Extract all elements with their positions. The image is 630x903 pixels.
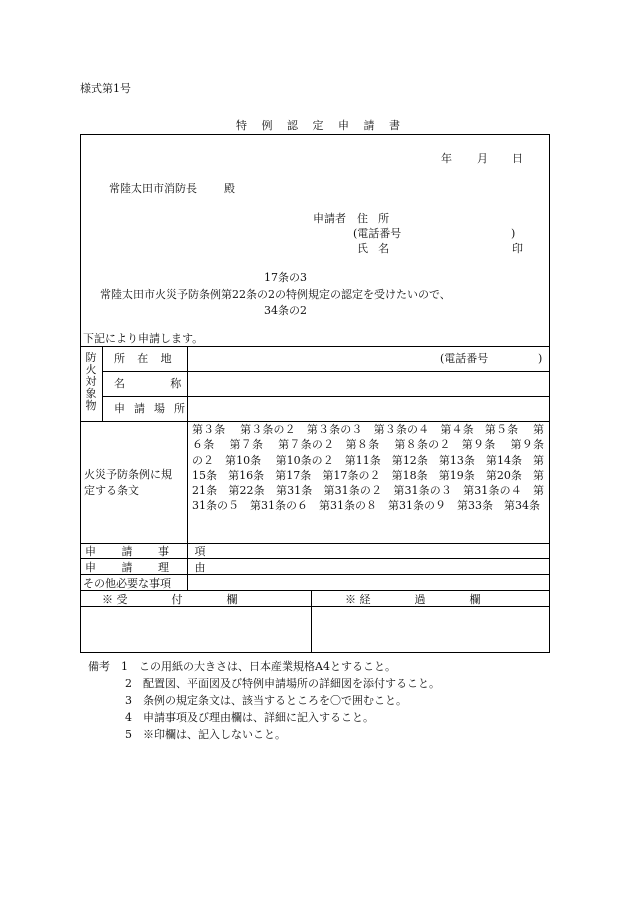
note-text: 条例の規定条文は、該当するところを〇で囲むこと。 (143, 694, 407, 707)
note-number: 2 (125, 677, 132, 690)
ordinance-articles-list: 第３条 第３条の２ 第３条の３ 第３条の４ 第４条 第５条 第６条 第７条 第７条の２ 第８条 第８条の２ 第９条 第９条の２ 第10条 第10条の２ 第11条 第12条 第13条 第14条 第15条 第16条 第17条 第17条の２ 第18条 第19条 第20条 第21条 第22条 第31条 第31条の２ 第31条の３ 第31条の４ 第31条の５ 第31条の６ 第31条の８ 第31条の９ 第33条 第34条 (192, 423, 544, 513)
applicant-phone-label: (電話番号 (353, 227, 402, 240)
request-sentence: 常陸太田市火災予防条例第22条の2の特例規定の認定を受けたいので、 (100, 288, 451, 301)
request-option-1: 17条の3 (264, 271, 307, 284)
applicant-phone-close: ) (511, 227, 516, 240)
ordinance-label-line1: 火災予防条例に規 (84, 468, 172, 481)
row-line (80, 590, 550, 591)
application-place-label: 申 請 場 所 (114, 402, 188, 415)
addressee-name: 常陸太田市消防長 (109, 182, 197, 195)
application-matters-label: 申 請 事 項 (85, 545, 217, 558)
reception-column-header: ※ 受 付 欄 (102, 593, 238, 606)
date-month: 月 (477, 152, 488, 165)
notes-label: 備考 (88, 660, 110, 673)
location-label: 所 在 地 (114, 352, 176, 365)
other-matters-label: その他必要な事項 (83, 577, 171, 590)
applicant-address-label: 住 所 (357, 212, 393, 225)
row-line (102, 396, 550, 397)
table-top-line (80, 346, 550, 347)
note-text: 配置図、平面図及び特例申請場所の詳細図を添付すること。 (143, 677, 440, 690)
note-number: 3 (125, 694, 132, 707)
object-group-label: 防 火 対 象 物 (85, 351, 97, 412)
date-day: 日 (512, 152, 523, 165)
note-number: 4 (125, 711, 132, 724)
note-number: 5 (125, 728, 132, 741)
row-line (80, 543, 550, 544)
ordinance-label-line2: 定する条文 (84, 484, 139, 497)
request-option-2: 34条の2 (264, 304, 307, 317)
application-reason-label: 申 請 理 由 (85, 561, 217, 574)
date-year: 年 (441, 152, 452, 165)
addressee-honorific: 殿 (224, 182, 235, 195)
form-title: 特 例 認 定 申 請 書 (236, 119, 406, 132)
seal-mark: 印 (512, 242, 523, 255)
row-line (80, 606, 550, 607)
lead-in-text: 下記により申請します。 (83, 332, 204, 345)
note-text: この用紙の大きさは、日本産業規格A4とすること。 (139, 660, 396, 673)
location-phone-close: ) (538, 352, 543, 365)
form-number: 様式第1号 (80, 82, 131, 95)
row-line (102, 371, 550, 372)
notes-section (88, 658, 440, 743)
col-line (102, 346, 103, 421)
row-line (80, 574, 550, 575)
note-text: ※印欄は、記入しないこと。 (143, 728, 286, 741)
note-text: 申請事項及び理由欄は、詳細に記入すること。 (143, 711, 374, 724)
location-phone-label: (電話番号 (440, 352, 489, 365)
col-line (311, 590, 312, 653)
row-line (80, 558, 550, 559)
applicant-name-label: 氏 名 (357, 242, 393, 255)
progress-column-header: ※ 経 過 欄 (345, 593, 481, 606)
name-label: 名 称 (114, 377, 203, 390)
note-number: 1 (121, 660, 128, 673)
applicant-label: 申請者 (313, 212, 346, 225)
